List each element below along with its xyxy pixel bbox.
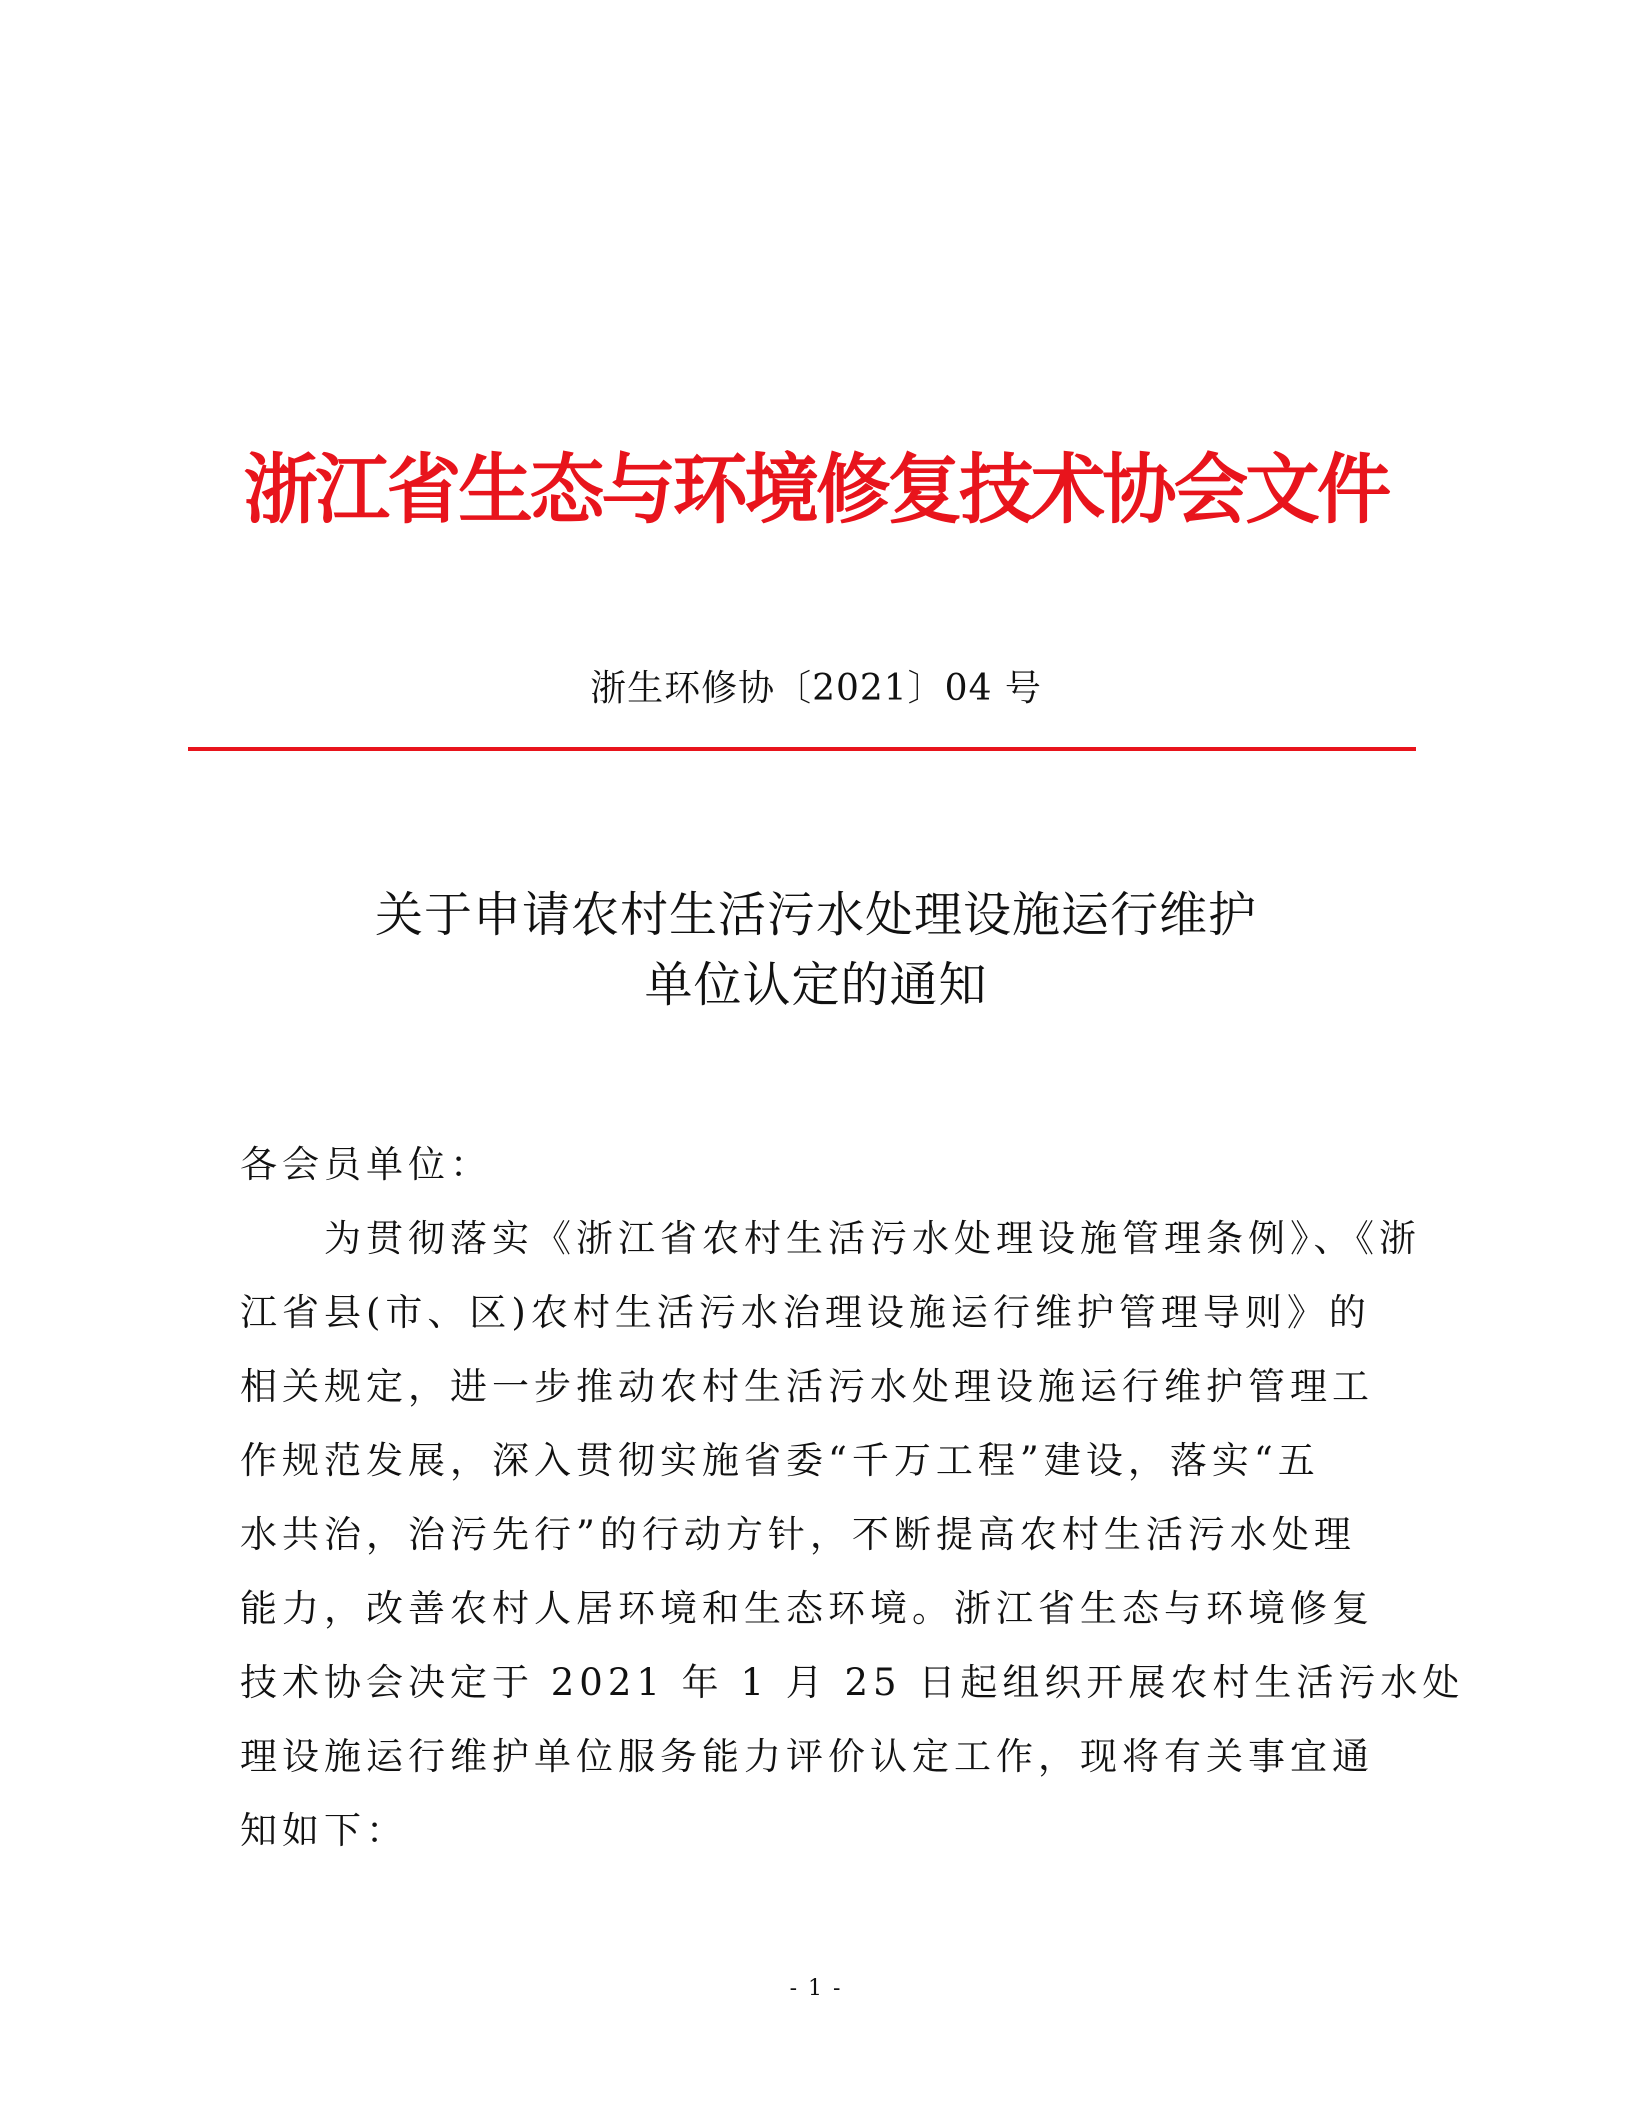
document-header-title: 浙江省生态与环境修复技术协会文件 <box>243 445 1389 534</box>
paragraph-line: 作规范发展，深入贯彻实施省委“千万工程”建设，落实“五 <box>240 1439 1320 1482</box>
body-paragraph <box>240 1202 1465 1868</box>
paragraph-line: 能力，改善农村人居环境和生态环境。浙江省生态与环境修复 <box>240 1587 1374 1630</box>
paragraph-line: 相关规定，进一步推动农村生活污水处理设施运行维护管理工 <box>240 1365 1374 1408</box>
document-number: 浙生环修协〔2021〕04 号 <box>590 668 1042 709</box>
paragraph-line: 理设施运行维护单位服务能力评价认定工作，现将有关事宜通 <box>240 1735 1374 1778</box>
paragraph-line: 知如下： <box>240 1809 408 1852</box>
notice-title <box>0 880 1632 1020</box>
paragraph-line: 江省县(市、区)农村生活污水治理设施运行维护管理导则》的 <box>240 1291 1371 1334</box>
paragraph-line: 水共治，治污先行”的行动方针，不断提高农村生活污水处理 <box>240 1513 1356 1556</box>
paragraph-line: 技术协会决定于 2021 年 1 月 25 日起组织开展农村生活污水处 <box>240 1661 1465 1704</box>
notice-title-line-1: 关于申请农村生活污水处理设施运行维护 <box>374 887 1257 943</box>
salutation: 各会员单位： <box>240 1143 492 1186</box>
red-separator-line <box>188 747 1416 751</box>
notice-title-line-2: 单位认定的通知 <box>644 957 988 1013</box>
paragraph-line: 为贯彻落实《浙江省农村生活污水处理设施管理条例》、《浙 <box>240 1217 1421 1260</box>
page-number: - 1 - <box>789 1976 843 2001</box>
